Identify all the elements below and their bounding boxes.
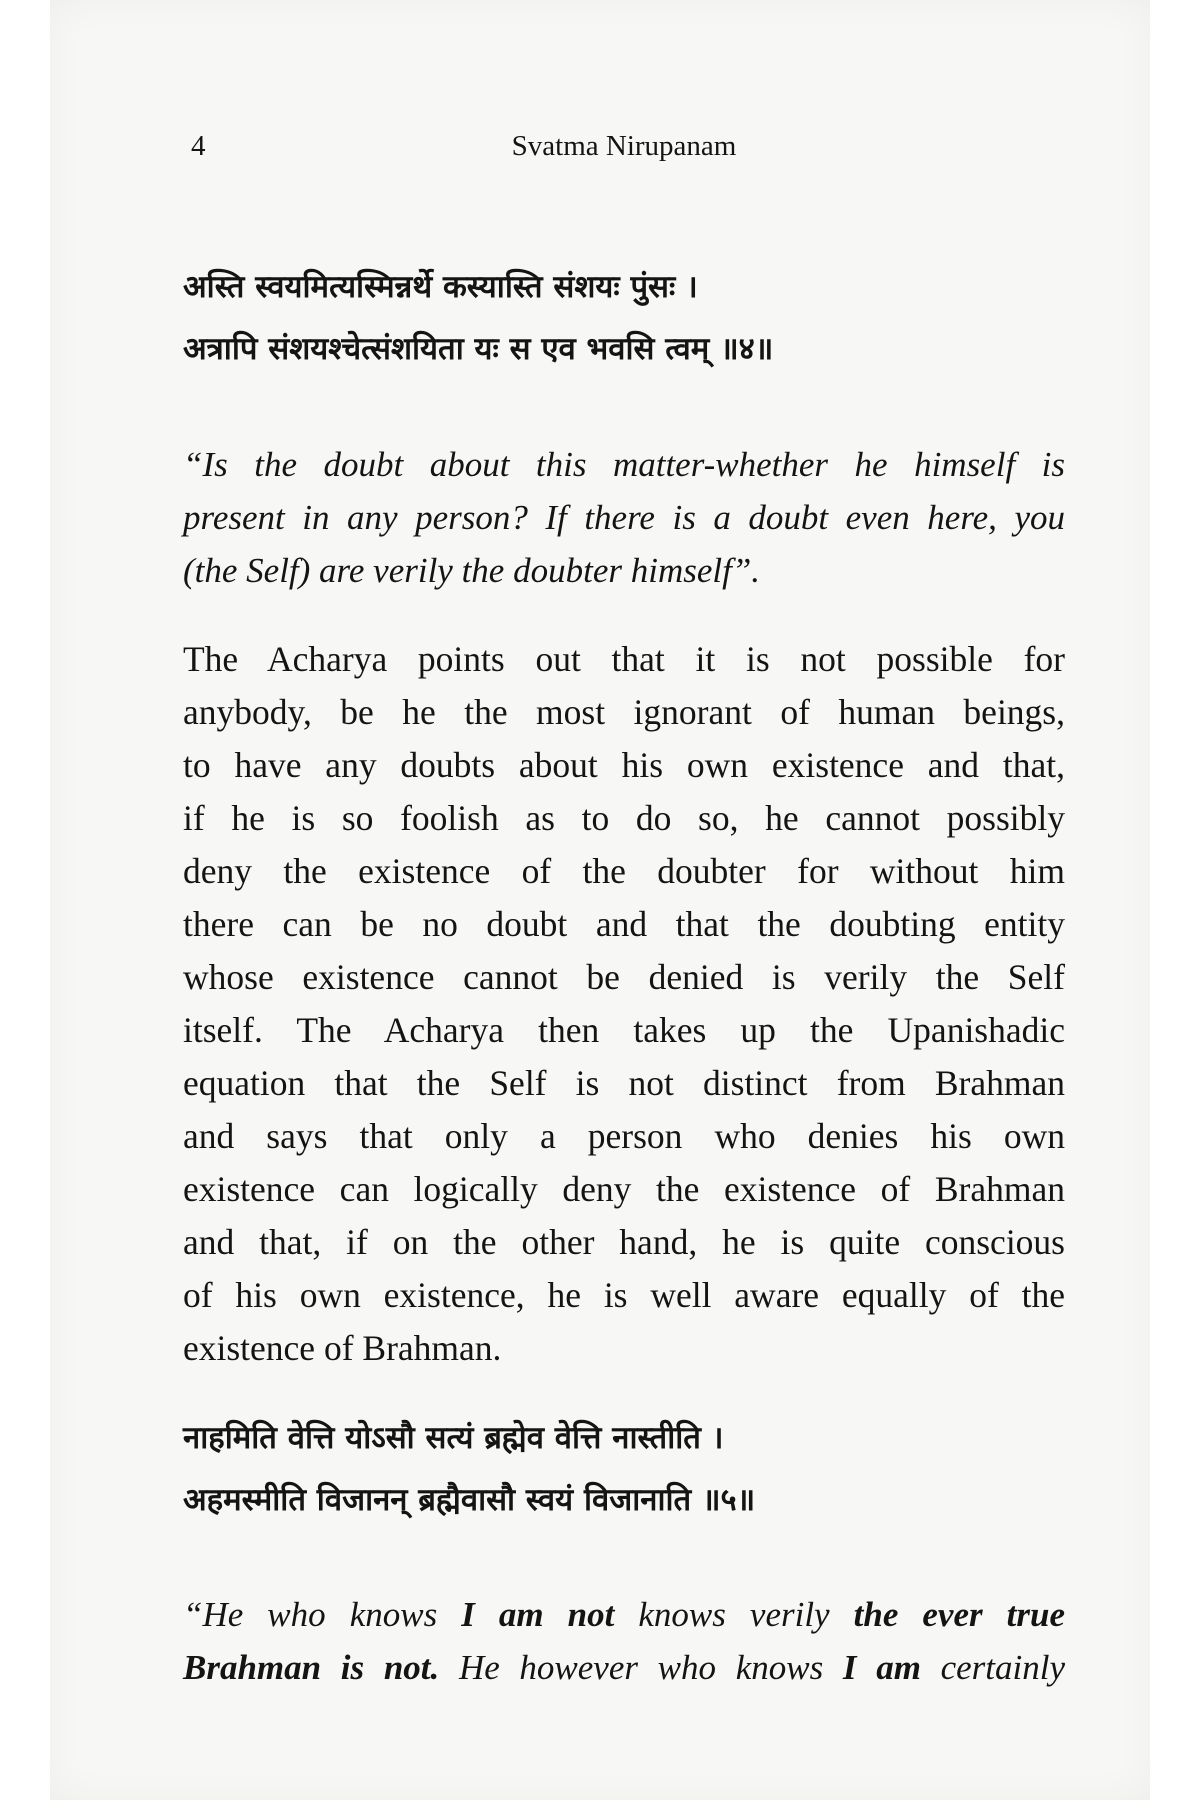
translation-line: “Is the doubt about this matter-whether he himself is — [183, 445, 1065, 484]
emphasis: I am not — [461, 1595, 615, 1634]
emphasis: the ever true — [853, 1595, 1065, 1634]
translation-line: present in any person? If there is a doubt even here, you — [183, 498, 1065, 537]
verse-line: नाहमिति वेत्ति योऽसौ सत्यं ब्रह्मेव वेत्ति नास्तीति । — [183, 1420, 724, 1456]
paragraph-line: to have any doubts about his own existence and that, — [183, 745, 1065, 785]
translation-line — [183, 1588, 1065, 1641]
text-run: “He who knows — [183, 1595, 462, 1634]
emphasis: I am — [842, 1648, 921, 1687]
paragraph-line: and that, if on the other hand, he is quite conscious — [183, 1222, 1065, 1262]
paragraph-line: existence can logically deny the existence of Brahman — [183, 1169, 1065, 1209]
text-run: certainly — [920, 1648, 1065, 1687]
translation-line — [183, 1641, 1065, 1694]
text-run: knows verily — [614, 1595, 854, 1634]
translation-verse-4 — [183, 438, 1065, 597]
page-header — [183, 130, 1065, 170]
paragraph-line: there can be no doubt and that the doubting entity — [183, 904, 1065, 944]
paragraph-line: if he is so foolish as to do so, he cannot possibly — [183, 798, 1065, 838]
paragraph-line: whose existence cannot be denied is verily the Self — [183, 957, 1065, 997]
page-number: 4 — [191, 130, 206, 162]
sanskrit-verse-5 — [183, 1407, 1065, 1531]
paragraph-line: and says that only a person who denies his own — [183, 1116, 1065, 1156]
commentary-paragraph — [183, 633, 1065, 1375]
paragraph-line: itself. The Acharya then takes up the Upanishadic — [183, 1010, 1065, 1050]
paragraph-line: existence of Brahman. — [183, 1328, 502, 1368]
translation-line: (the Self) are verily the doubter himself”. — [183, 551, 761, 590]
emphasis: Brahman is not. — [183, 1648, 440, 1687]
translation-verse-5 — [183, 1588, 1065, 1694]
paragraph-line: of his own existence, he is well aware equally of the — [183, 1275, 1065, 1315]
book-page — [50, 0, 1150, 1800]
paragraph-line: anybody, be he the most ignorant of human beings, — [183, 692, 1065, 732]
paragraph-line: equation that the Self is not distinct from Brahman — [183, 1063, 1065, 1103]
verse-line: अहमस्मीति विजानन् ब्रह्मैवासौ स्वयं विजानाति ॥५॥ — [183, 1482, 756, 1518]
text-run: He however who knows — [439, 1648, 843, 1687]
sanskrit-verse-4 — [183, 256, 1065, 380]
paragraph-line: deny the existence of the doubter for without him — [183, 851, 1065, 891]
verse-line: अस्ति स्वयमित्यस्मिन्नर्थे कस्यास्ति संशयः पुंसः । — [183, 269, 698, 305]
paragraph-line: The Acharya points out that it is not possible for — [183, 639, 1065, 679]
verse-line: अत्रापि संशयश्चेत्संशयिता यः स एव भवसि त्वम् ॥४॥ — [183, 331, 774, 367]
running-title: Svatma Nirupanam — [511, 130, 737, 162]
